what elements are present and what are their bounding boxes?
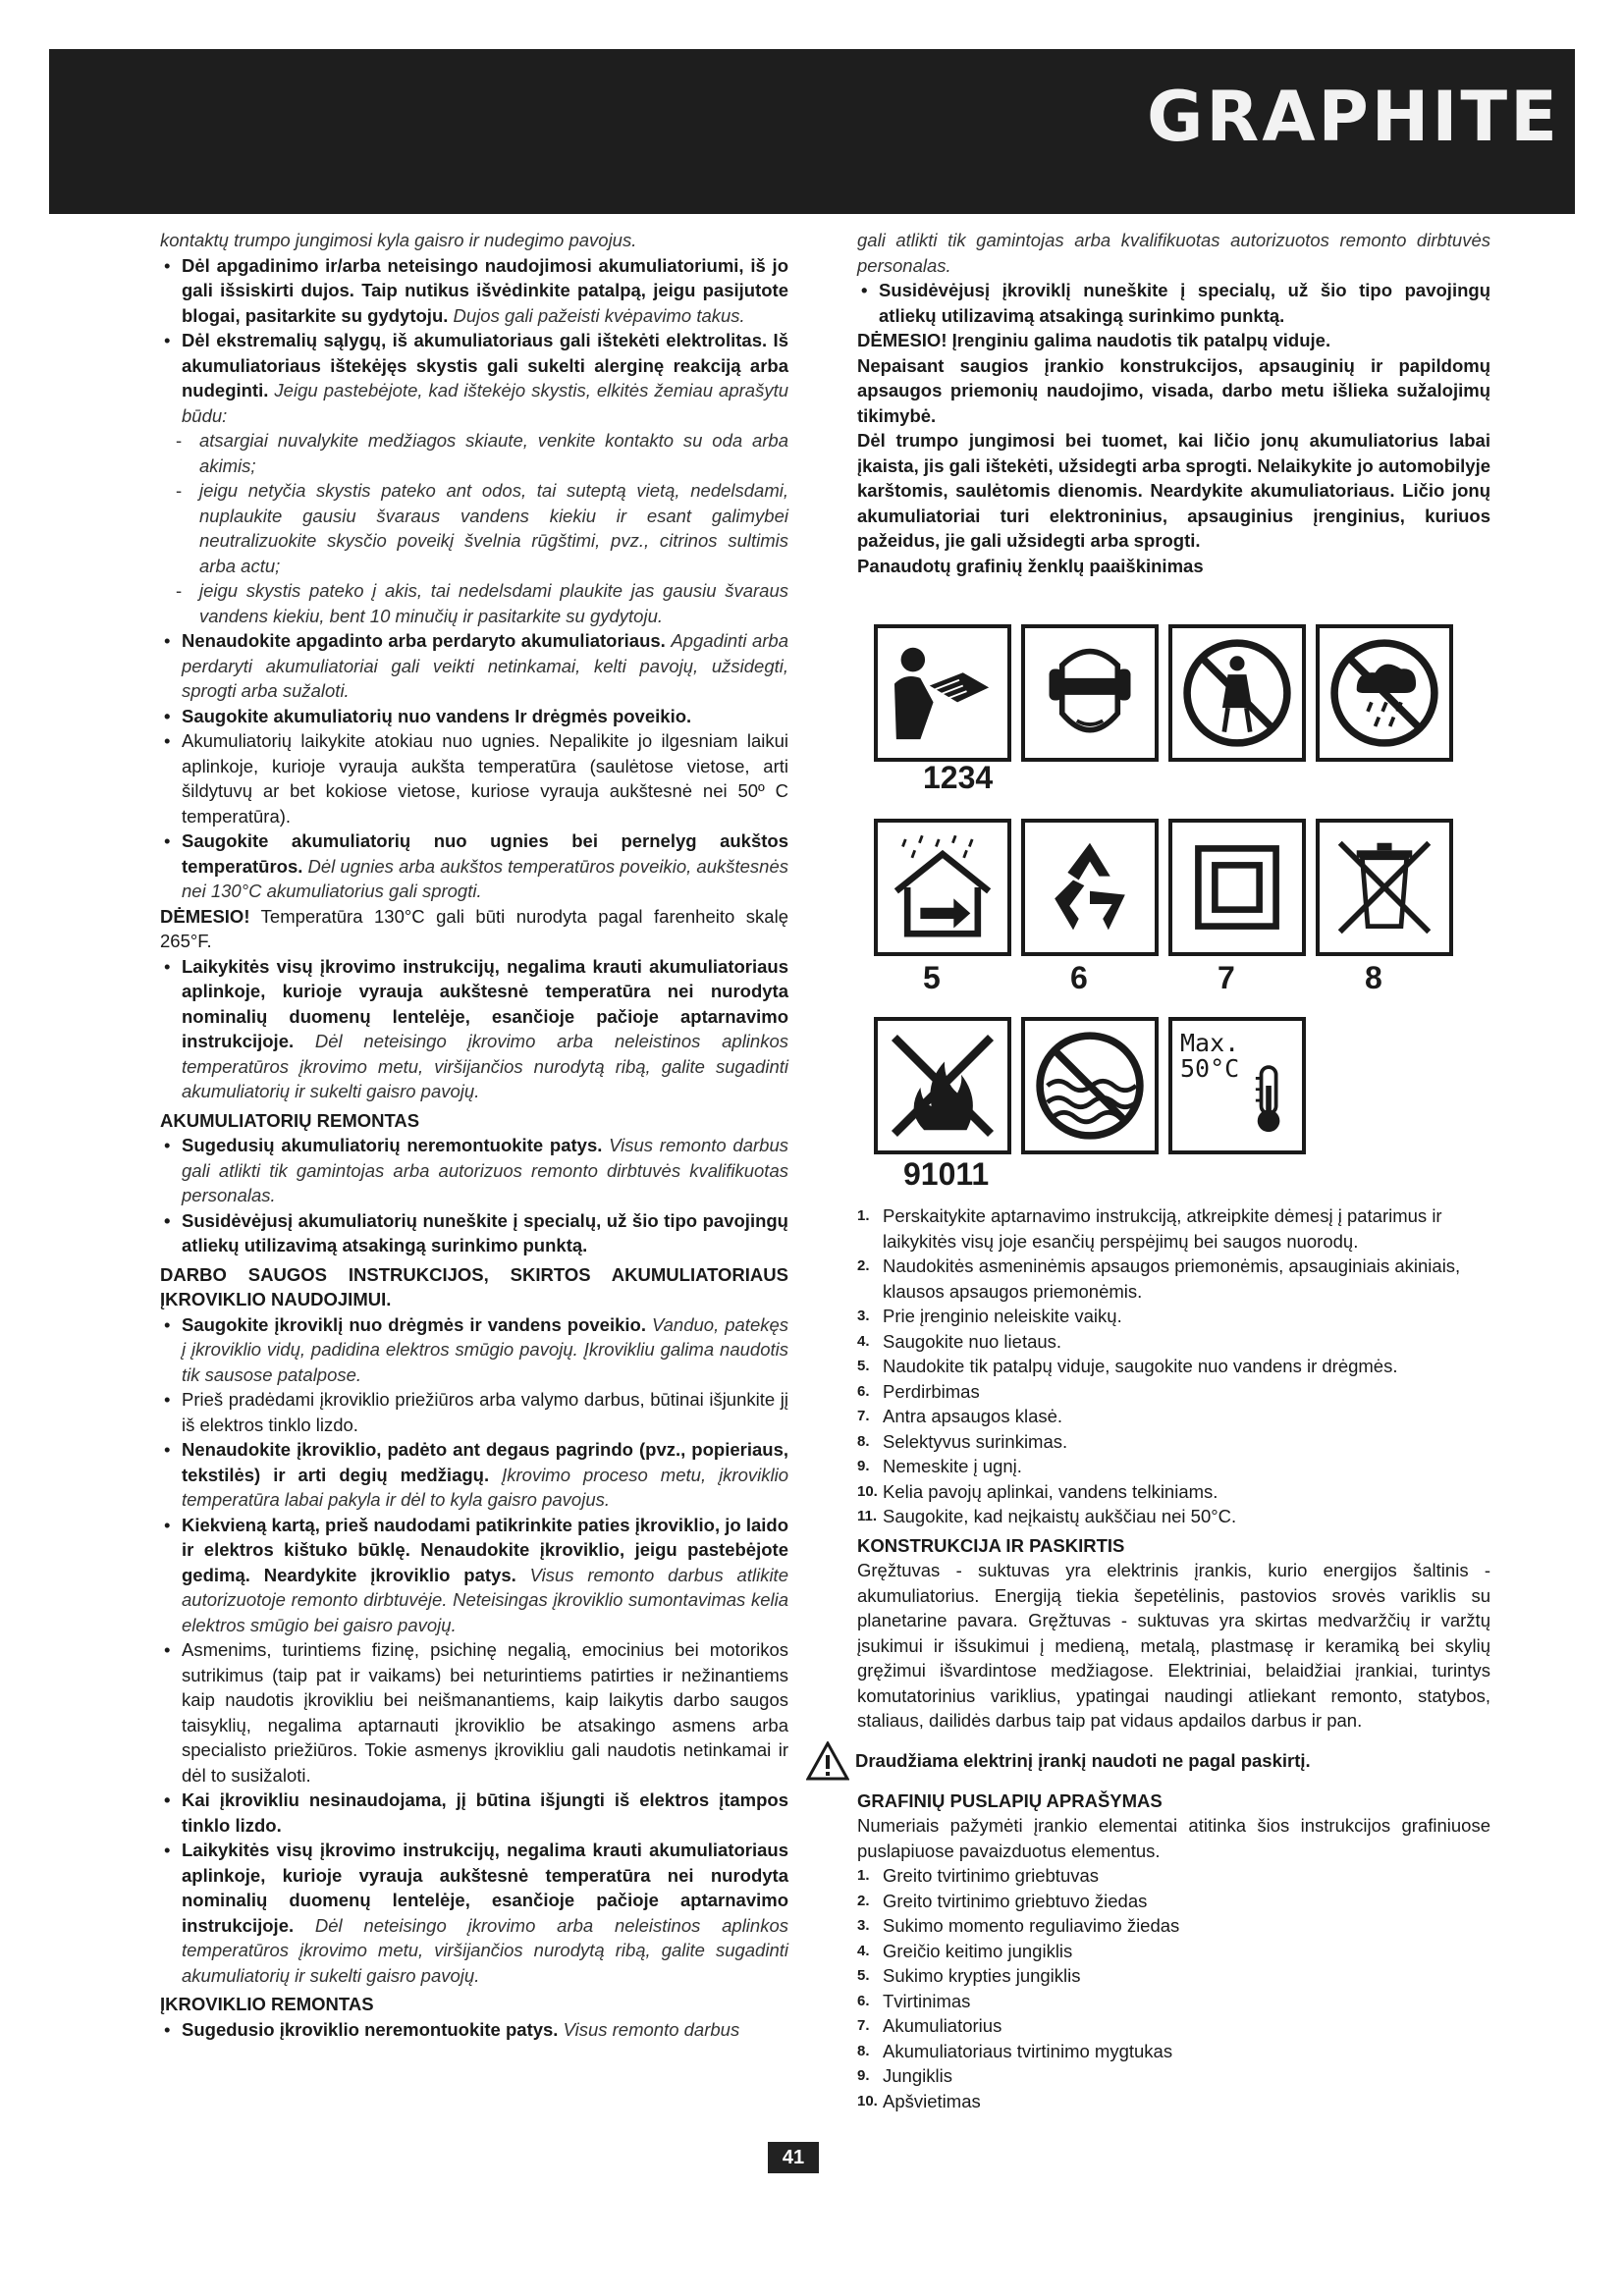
- bullet-gas: • Dėl apgadinimo ir/arba neteisingo naudojimosi akumuliatoriumi, iš jo gali išsiskirti dujos. Taip nutikus išvėdinkite patalpą, jeigu pasijutote blogai, pasitarkite su gydytoju. Dujos gali pažeisti kvėpavimo takus.: [160, 253, 788, 329]
- legend-item: 7. Antra apsaugos klasė.: [857, 1406, 1063, 1426]
- heading-charger-safety: DARBO SAUGOS INSTRUKCIJOS, SKIRTOS AKUMULIATORIAUS ĮKROVIKLIO NAUDOJIMUI.: [160, 1263, 788, 1309]
- bullet-charger-disposal: • Susidėvėjusį įkroviklį nuneškite į specialų, už šio tipo pavojingų atliekų utilizavimą atsakingą surinkimo punktą.: [857, 278, 1490, 328]
- symbols-code-2: 91011: [903, 1156, 990, 1192]
- legend-item: 3. Prie įrenginio neleiskite vaikų.: [857, 1306, 1122, 1326]
- symbol-number: 7: [1218, 960, 1235, 995]
- heading-construction: KONSTRUKCIJA IR PASKIRTIS: [857, 1534, 1125, 1556]
- max-temperature-icon: [1168, 1017, 1306, 1154]
- part-item: 4. Greičio keitimo jungiklis: [857, 1940, 1073, 1961]
- legend-item: 5. Naudokite tik patalpų viduje, saugokite nuo vandens ir drėgmės.: [857, 1356, 1398, 1376]
- part-item: 3. Sukimo momento reguliavimo žiedas: [857, 1915, 1180, 1936]
- part-item: 5. Sukimo krypties jungiklis: [857, 1965, 1081, 1986]
- caution-paragraph: DĖMESIO! Temperatūra 130°C gali būti nurodyta pagal farenheito skalę 265°F.: [160, 905, 788, 951]
- bullet-damaged: • Nenaudokite apgadinto arba perdaryto akumuliatoriaus. Apgadinti arba perdaryti akumuliatoriai gali veikti netinkamai, kelti pavojų, užsidegti, sprogti arba sužaloti.: [160, 628, 788, 704]
- part-item: 10. Apšvietimas: [857, 2090, 981, 2111]
- bullet-heat: • Saugokite akumuliatorių nuo ugnies bei pernelyg aukštos temperatūros. Dėl ugnies arba aukštos temperatūros poveikio, aukštesnės nei 130°C akumuliatorius gali sprogti.: [160, 828, 788, 904]
- legend-item: 10. Kelia pavojų aplinkai, vandens telkiniams.: [857, 1480, 1218, 1502]
- warning-text: Draudžiama elektrinį įrankį naudoti ne pagal paskirtį.: [855, 1749, 1311, 1771]
- environment-hazard-icon: [1021, 1017, 1159, 1154]
- continued-text: gali atlikti tik gamintojas arba kvalifikuotas autorizuotos remonto dirbtuvės personalas.: [857, 230, 1490, 276]
- max-value: 50°C: [1180, 1054, 1240, 1083]
- heading-charger-repair: ĮKROVIKLIO REMONTAS: [160, 1994, 374, 2014]
- bullet-charger-water: • Saugokite įkroviklį nuo drėgmės ir vandens poveikio. Vanduo, patekęs į įkroviklio vidų, padidina elektros smūgio pavojų. Įkrovikliu galima naudotis tik sausose patalpose.: [160, 1312, 788, 1388]
- bullet-charger-unplug: • Prieš pradėdami įkroviklio priežiūros arba valymo darbus, būtinai išjunkite jį iš elektros tinklo lizdo.: [160, 1387, 788, 1437]
- recycling-icon: [1021, 819, 1159, 956]
- bullet-charger-repair: • Sugedusio įkroviklio neremontuokite patys. Visus remonto darbus: [160, 2017, 788, 2043]
- no-rain-icon: [1316, 624, 1453, 762]
- class-two-icon: [1168, 819, 1306, 956]
- bullet-electrolyte: • Dėl ekstremalių sąlygų, iš akumuliatoriaus gali ištekėti elektrolitas. Iš akumuliatoriaus ištekėjęs skystis gali sukelti alerginę reakciją arba nudeginti. Jeigu pastebėjote, kad ištekėjo skystis, elkitės žemiau aprašytu būdu:: [160, 328, 788, 428]
- indoor-use-icon: [874, 819, 1011, 956]
- lithium-paragraph: Dėl trumpo jungimosi bei tuomet, kai ličio jonų akumuliatorius labai įkaista, jis gali ištekėti, užsidegti arba sprogti. Nelaikykite jo automobilyje karštomis, saulėtomis dienomis. Neardykite akumuliatoriaus. Ličio jonų akumuliatoriai turi elektroninius, apsauginius įrenginius, kuriuos pažeidus, jie gali užsidegti arba sprogti.: [857, 430, 1490, 551]
- warning-triangle-icon: [806, 1741, 849, 1781]
- part-item: 9. Jungiklis: [857, 2065, 952, 2086]
- legend-item: 8. Selektyvus surinkimas.: [857, 1430, 1068, 1452]
- bullet-repair: • Sugedusių akumuliatorių neremontuokite patys. Visus remonto darbus gali atlikti tik gamintojas arba autorizuos remonto dirbtuvės kvalifikuotas personalas.: [160, 1133, 788, 1208]
- bullet-charger-instructions: • Laikykitės visų įkrovimo instrukcijų, negalima krauti akumuliatoriaus aplinkoje, kurioje vyrauja aukštesnė temperatūra nei nurodyta nominalių duomenų lentelėje, esančioje pačioje aptarnavimo instrukcijoje. Dėl neteisingo įkrovimo arba neleistinos aplinkos temperatūros įkrovimo metu, viršijančios nurodytą ribą, galite sugadinti akumuliatorių ir sukelti gaisro pavojų.: [160, 1838, 788, 1988]
- symbol-number: 5: [923, 960, 941, 995]
- right-column-bottom: [857, 1203, 1490, 2113]
- legend-item: 6. Perdirbimas: [857, 1380, 980, 1402]
- no-children-icon: [1168, 624, 1306, 762]
- legend-item: 2. Naudokitės asmeninėmis apsaugos priemonėmis, apsauginiais akiniais, klausos apsaugos priemonėmis.: [857, 1255, 1461, 1302]
- warning-row: [857, 1741, 1490, 1781]
- symbols-title: Panaudotų grafinių ženklų paaiškinimas: [857, 555, 1204, 576]
- construction-paragraph: Gręžtuvas - suktuvas yra elektrinis įrankis, kurio energijos šaltinis - akumuliatorius. Energiją tiekia šepetėlinis, pastovios srovės variklis su planetarine pavara. Gręžtuvas - suktuvas yra skirtas medvaržčių ir varžtų įsukimui ir išsukimui į medieną, metalą, plastmasę ir keramiką bei skylių gręžimui išvardintose medžiagose. Elektriniai, belaidžiai įrankiai, turintys komutatorinius variklius, ypatingai naudingi atliekant remonto, statybos, staliaus, dailidės darbus taip pat vidaus apdailos darbus ir pan.: [857, 1560, 1490, 1731]
- symbol-number: 6: [1070, 960, 1088, 995]
- sub-item: - atsargiai nuvalykite medžiagos skiaute, venkite kontakto su oda arba akimis;: [160, 428, 788, 478]
- part-item: 1. Greito tvirtinimo griebtuvas: [857, 1865, 1100, 1886]
- legend-item: 4. Saugokite nuo lietaus.: [857, 1330, 1062, 1352]
- symbol-number: 8: [1365, 960, 1382, 995]
- symbols-code-1: 1234: [923, 760, 994, 795]
- right-column-top: [857, 228, 1490, 578]
- heading-graphic-pages: GRAFINIŲ PUSLAPIŲ APRAŠYMAS: [857, 1789, 1163, 1811]
- parts-list: [857, 1863, 1490, 2113]
- legend-item: 11. Saugokite, kad neįkaistų aukščiau nei 50°C.: [857, 1506, 1237, 1526]
- weee-bin-icon: [1316, 819, 1453, 956]
- part-item: 2. Greito tvirtinimo griebtuvo žiedas: [857, 1890, 1148, 1911]
- residual-risk-paragraph: Nepaisant saugios įrankio konstrukcijos, apsauginių ir papildomų apsaugos priemonių naudojimo, visada, darbo metu išlieka sužalojimų tikimybė.: [857, 354, 1490, 426]
- bullet-water: • Saugokite akumuliatorių nuo vandens Ir drėgmės poveikio.: [160, 704, 788, 729]
- bullet-charger-disconnect: • Kai įkrovikliu nesinaudojama, jį būtina išjungti iš elektros įtampos tinklo lizdo.: [160, 1788, 788, 1838]
- bullet-fire: • Akumuliatorių laikykite atokiau nuo ugnies. Nepalikite jo ilgesniam laikui aplinkoje, kurioje vyrauja aukšta temperatūra (saulėtose vietose, arti šildytuvų ar bet kokiose vietose, kuriose vyrauja aukštesnė nei 50º C temperatūra).: [160, 728, 788, 828]
- part-item: 6. Tvirtinimas: [857, 1990, 971, 2011]
- graphic-pages-intro: Numeriais pažymėti įrankio elementai atitinka šios instrukcijos grafiniuose puslapiuose pavaizduotus elementus.: [857, 1815, 1490, 1861]
- part-item: 7. Akumuliatorius: [857, 2015, 1002, 2036]
- intro-text: kontaktų trumpo jungimosi kyla gaisro ir nudegimo pavojus.: [160, 230, 637, 250]
- page-number: 41: [768, 2142, 819, 2173]
- bullet-charger-flammable: • Nenaudokite įkroviklio, padėto ant degaus pagrindo (pvz., popieriaus, tekstilės) ir arti degių medžiagų. Įkrovimo proceso metu, įkroviklio temperatūra labai pakyla ir dėl to kyla gaisro pavojus.: [160, 1437, 788, 1513]
- bullet-charger-persons: • Asmenims, turintiems fizinę, psichinę negalią, emocinius bei motorikos sutrikimus (taip pat ir vaikams) bei neturintiems patirties ir nežinantiems kaip naudotis įkrovikliu bei neišmanantiems, kaip laikytis darbo saugos taisyklių, negalima aptarnauti įkroviklio be atsakingo asmens arba specialisto priežiūros. Tokie asmenys įkrovikliu gali naudotis netinkamai ir dėl to susižaloti.: [160, 1637, 788, 1788]
- symbols-grid: [874, 624, 1483, 1192]
- part-item: 8. Akumuliatoriaus tvirtinimo mygtukas: [857, 2040, 1173, 2061]
- bullet-charger-inspect: • Kiekvieną kartą, prieš naudodami patikrinkite paties įkroviklio, jo laido ir elektros kištuko būklę. Nenaudokite įkroviklio, jeigu pastebėjote gedimą. Neardykite įkroviklio patys. Visus remonto darbus atlikite autorizuotoje remonto dirbtuvėje. Neteisingas įkroviklio sumontavimas kelia elektros smūgio bei gaisro pavojų.: [160, 1513, 788, 1638]
- heading-battery-repair: AKUMULIATORIŲ REMONTAS: [160, 1109, 420, 1131]
- sub-item: - jeigu netyčia skystis pateko ant odos, tai suteptą vietą, nedelsdami, nuplaukite gausiu švaraus vandens kiekiu ir esant galimybei neutralizuokite skysčio poveikį švelnia rūgštimi, pvz., citrinos sultimis arba actu;: [160, 478, 788, 578]
- sub-item: - jeigu skystis pateko į akis, tai nedelsdami plaukite jas gausiu švaraus vandens kiekiu, bent 10 minučių ir pasitarkite su gydytoju.: [160, 578, 788, 628]
- protective-gear-icon: [1021, 624, 1159, 762]
- symbols-legend: [857, 1203, 1490, 1529]
- max-label: Max.: [1180, 1029, 1240, 1057]
- read-manual-icon: [874, 624, 1011, 762]
- legend-item: 1. Perskaitykite aptarnavimo instrukciją, atkreipkite dėmesį į patarimus ir laikykitės visų joje esančių perspėjimų bei saugos nuorodų.: [857, 1205, 1442, 1252]
- caution-indoor: DĖMESIO! Įrenginiu galima naudotis tik patalpų viduje.: [857, 330, 1331, 350]
- graphite-logo: GRAPHITE: [1146, 77, 1560, 157]
- bullet-disposal: • Susidėvėjusį akumuliatorių nuneškite į specialų, už šio tipo pavojingų atliekų utilizavimą atsakingą surinkimo punktą.: [160, 1208, 788, 1258]
- legend-item: 9. Nemeskite į ugnį.: [857, 1456, 1022, 1476]
- no-fire-icon: [874, 1017, 1011, 1154]
- bullet-charging: • Laikykitės visų įkrovimo instrukcijų, negalima krauti akumuliatoriaus aplinkoje, kurioje vyrauja aukštesnė temperatūra nei nurodyta nominalių duomenų lentelėje, esančioje pačioje aptarnavimo instrukcijoje. Dėl neteisingo įkrovimo arba neleistinos aplinkos temperatūros įkrovimo metu, viršijančios nurodytą ribą, galite sugadinti akumuliatorių ir sukelti gaisro pavojų.: [160, 954, 788, 1104]
- left-column: [160, 228, 788, 2042]
